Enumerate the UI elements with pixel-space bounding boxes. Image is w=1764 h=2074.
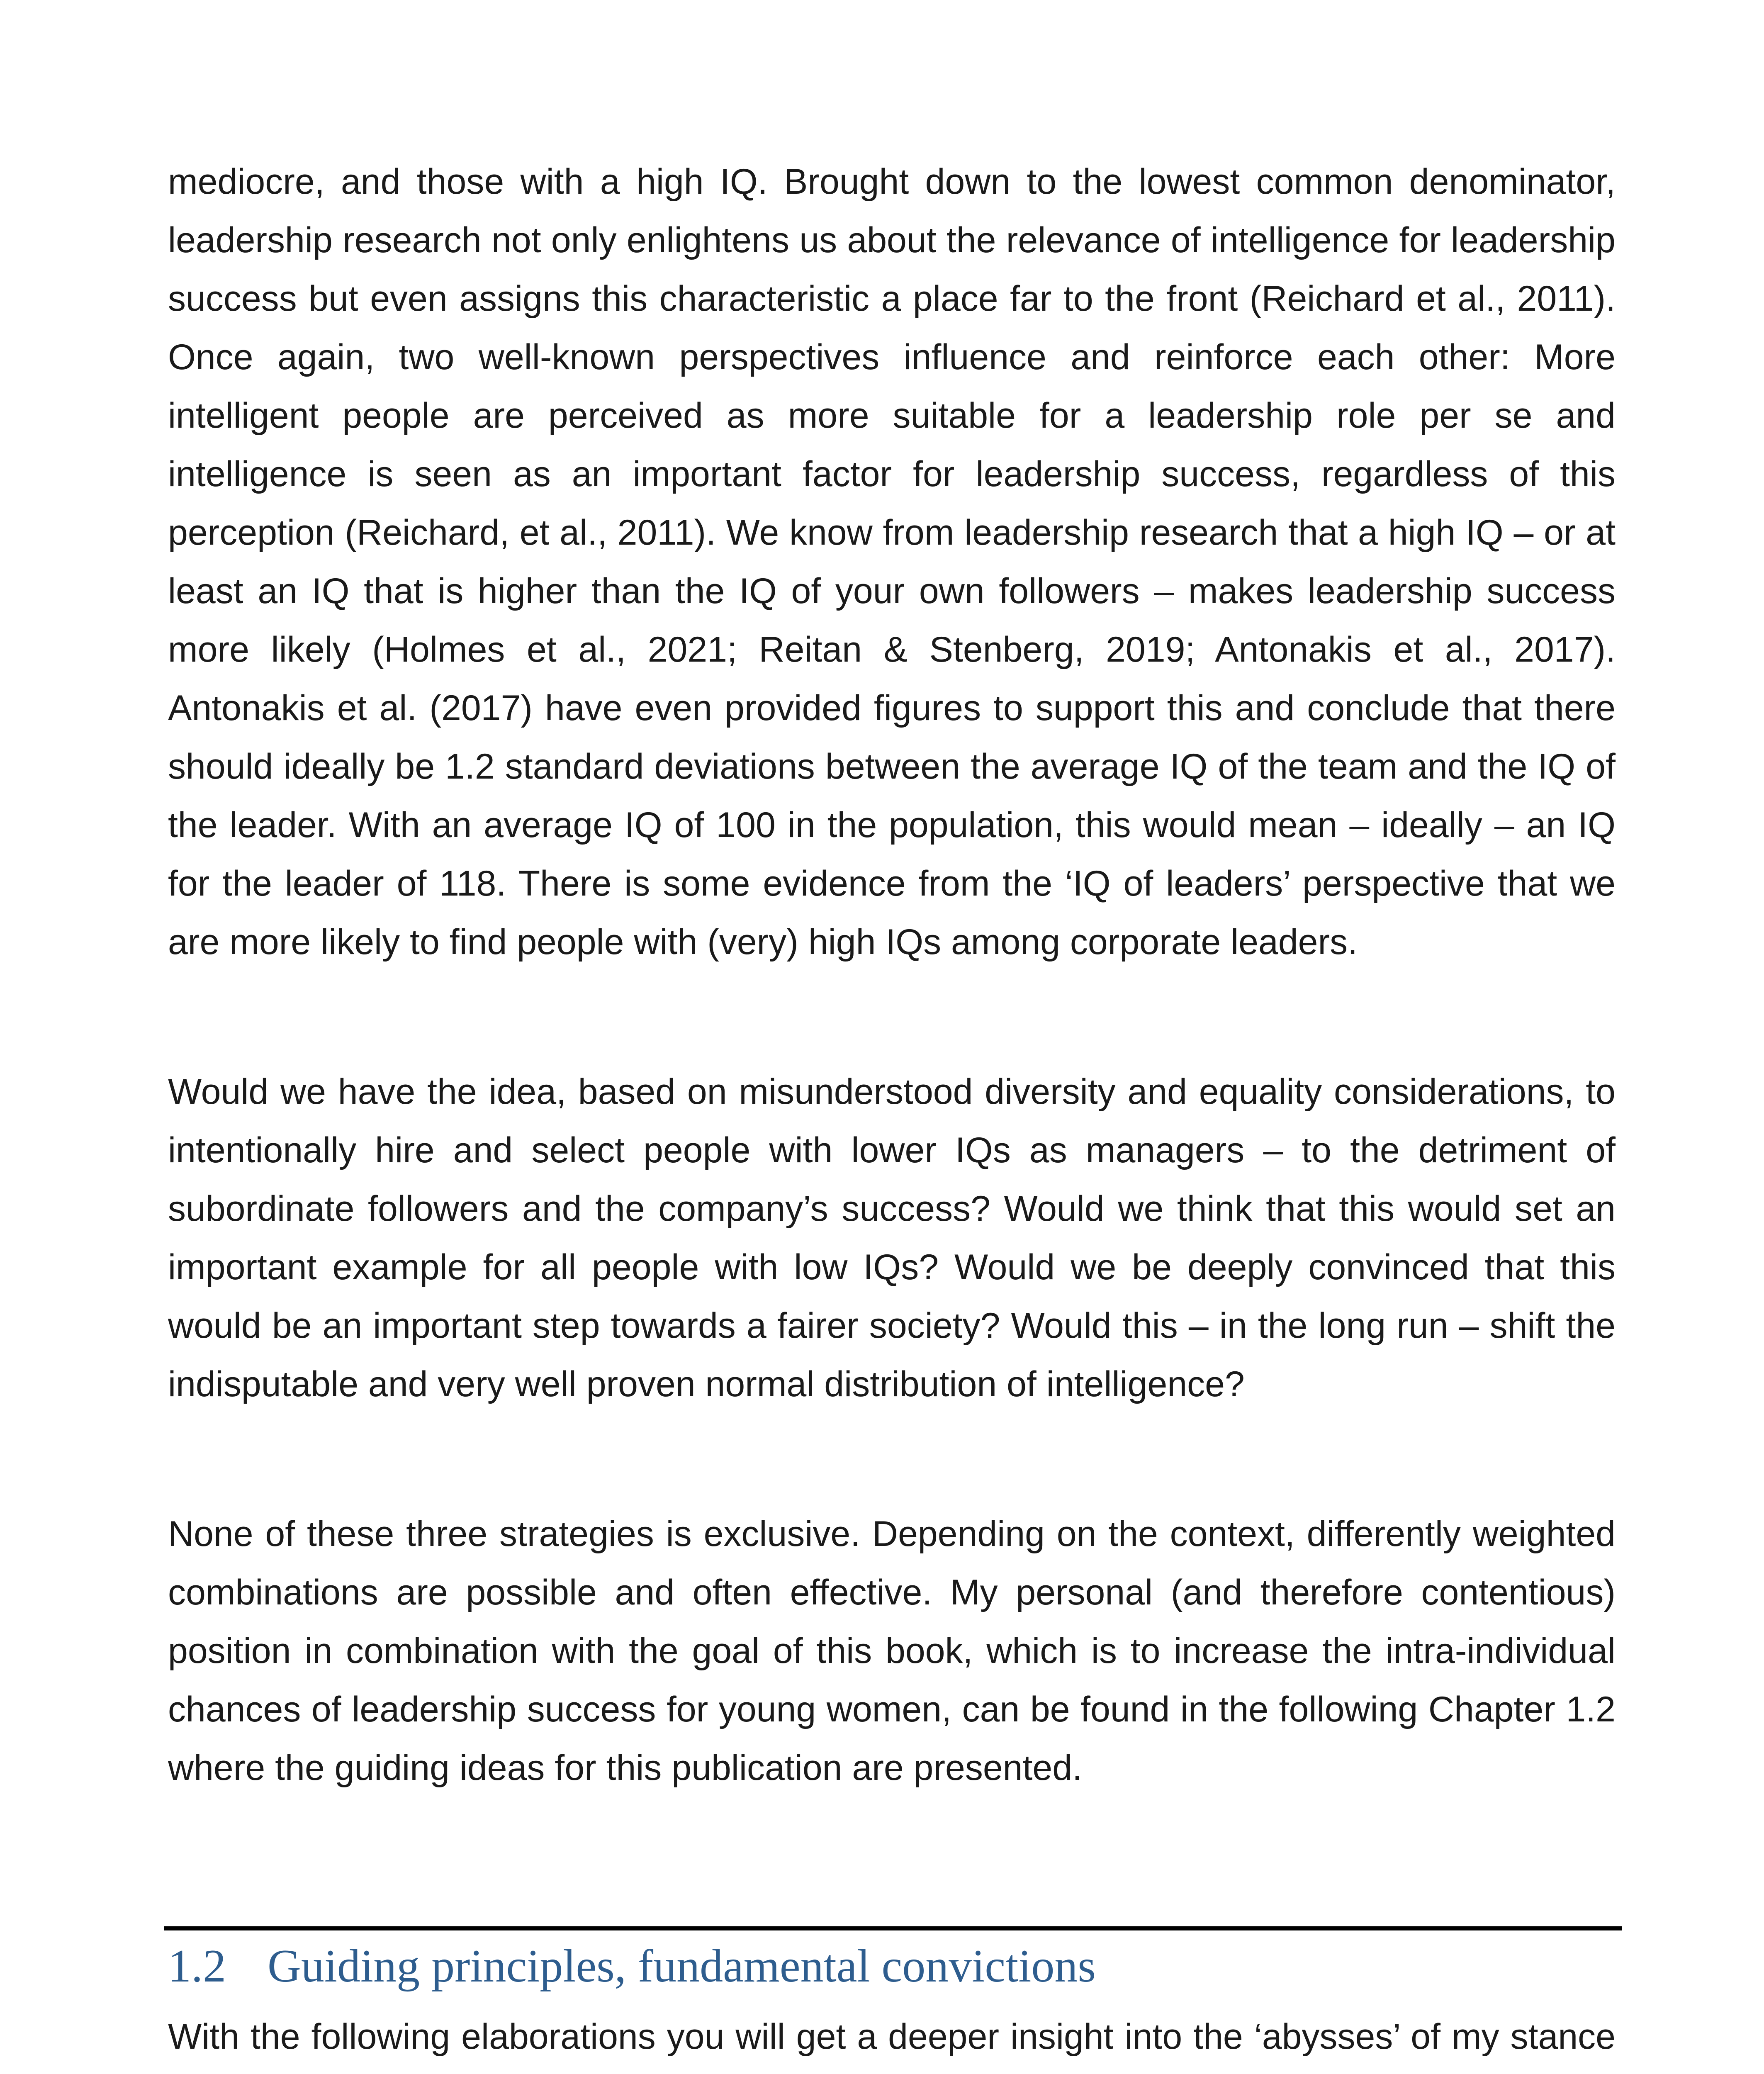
section-title: Guiding principles, fundamental convictions — [268, 1940, 1096, 1992]
body-paragraph-2: Would we have the idea, based on misunderstood diversity and equality considerations, to intentionally hire and select people with lower IQs as managers – to the detriment of subordinate followers and the company’s success? Would we think that this would set an important example for all people with low IQs? Would we be deeply convinced that this would be an important step towards a fairer society? Would this – in the long run – shift the indisputable and very well proven normal distribution of intelligence? — [168, 1072, 1616, 1404]
section-divider — [164, 1926, 1622, 1930]
body-paragraph-1: mediocre, and those with a high IQ. Brought down to the lowest common denominator, leadership research not only enlightens us about the relevance of intelligence for leadership success but even assigns this characteristic a place far to the front (Reichard et al., 2011). Once again, two well-known perspectives influence and reinforce each other: More intelligent people are perceived as more suitable for a leadership role per se and intelligence is seen as an important factor for leadership success, regardless of this perception (Reichard, et al., 2011). We know from leadership research that a high IQ – or at least an IQ that is higher than the IQ of your own followers – makes leadership success more likely (Holmes et al., 2021; Reitan & Stenberg, 2019; Antonakis et al., 2017). Antonakis et al. (2017) have even provided figures to support this and conclude that there should ideally be 1.2 standard deviations between the average IQ of the team and the IQ of the leader. With an average IQ of 100 in the population, this would mean – ideally – an IQ for the leader of 118. There is some evidence from the ‘IQ of leaders’ perspective that we are more likely to find people with (very) high IQs among corporate leaders. — [168, 162, 1616, 962]
section-number: 1.2 — [168, 1940, 226, 1992]
body-paragraph-3: None of these three strategies is exclusive. Depending on the context, differently weighted combinations are possible and often effective. My personal (and therefore contentious) position in combination with the goal of this book, which is to increase the intra-individual chances of leadership success for young women, can be found in the following Chapter 1.2 where the guiding ideas for this publication are presented. — [168, 1514, 1616, 1788]
section-paragraph: With the following elaborations you will get a deeper insight into the ‘abysses’ of my stance — [168, 2017, 1616, 2057]
section-heading — [168, 1935, 1616, 1997]
